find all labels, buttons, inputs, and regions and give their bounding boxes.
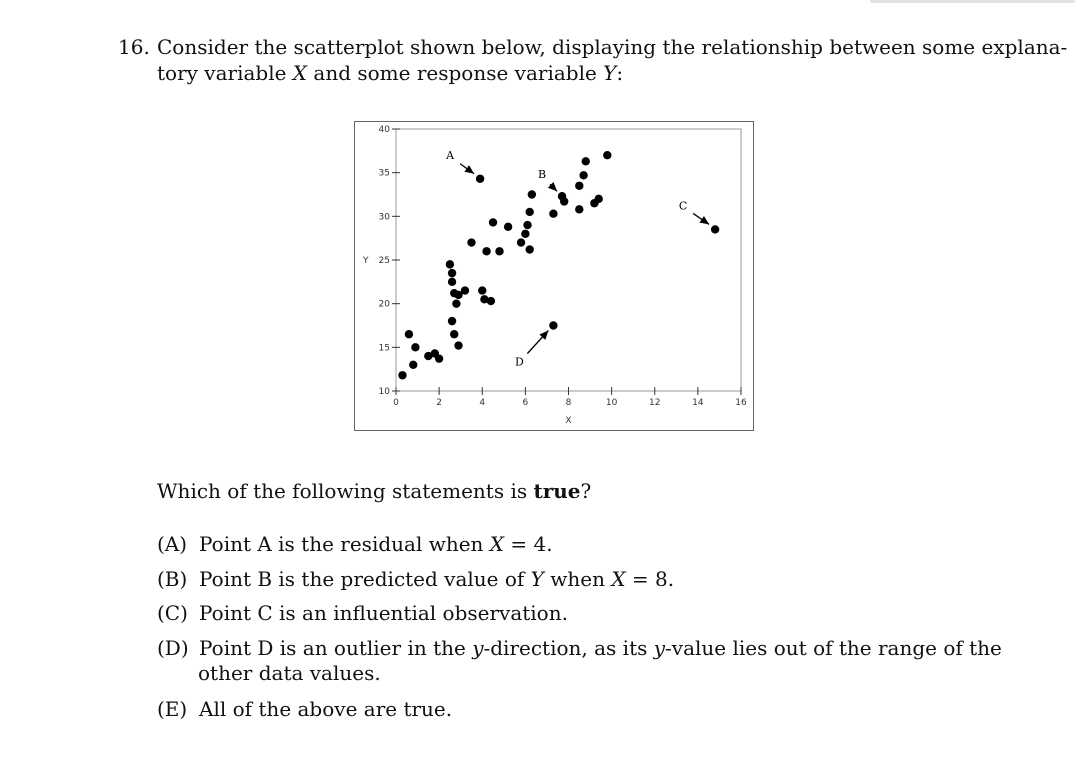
- y-tick-label: 40: [378, 125, 390, 135]
- x-tick-label: 6: [522, 398, 529, 408]
- x-tick-label: 8: [565, 398, 572, 408]
- data-point: [454, 341, 462, 349]
- point-c: [711, 225, 719, 233]
- data-point: [582, 157, 590, 165]
- data-point: [448, 317, 456, 325]
- data-point: [452, 299, 460, 307]
- x-tick-label: 14: [692, 398, 704, 408]
- data-point: [517, 238, 525, 246]
- plot-area: [396, 129, 741, 391]
- question-text-line-2: tory variable X and some response variable Y:: [157, 61, 624, 85]
- variable-x: X: [292, 61, 308, 85]
- point-d: [549, 321, 557, 329]
- option-a[interactable]: (A) Point A is the residual when X = 4.: [157, 532, 553, 556]
- data-point: [467, 238, 475, 246]
- data-point: [521, 230, 529, 238]
- question-number: 16.: [118, 35, 150, 59]
- option-b[interactable]: (B) Point B is the predicted value of Y when X = 8.: [157, 567, 675, 591]
- data-point: [435, 354, 443, 362]
- data-point: [448, 278, 456, 286]
- option-d-line-2: other data values.: [198, 661, 381, 685]
- point-a: [476, 175, 484, 183]
- y-tick-label: 30: [378, 212, 390, 223]
- x-tick-label: 4: [479, 398, 486, 408]
- option-e[interactable]: (E) All of the above are true.: [157, 697, 453, 721]
- scatterplot: [354, 121, 754, 431]
- data-point: [523, 221, 531, 229]
- data-point: [411, 343, 419, 351]
- option-c[interactable]: (C) Point C is an influential observation.: [157, 601, 568, 625]
- data-point: [575, 205, 583, 213]
- y-tick-label: 35: [378, 168, 390, 179]
- y-axis-label: Y: [363, 256, 369, 266]
- data-point: [482, 247, 490, 255]
- data-point: [504, 223, 512, 231]
- data-point: [489, 218, 497, 226]
- data-point: [603, 151, 611, 159]
- point-a-label: A: [446, 148, 455, 162]
- data-point: [405, 330, 413, 338]
- data-point: [528, 190, 536, 198]
- data-point: [487, 297, 495, 305]
- point-b: [558, 192, 566, 200]
- question-text-line-1: Consider the scatterplot shown below, displaying the relationship between some explana-: [157, 35, 1068, 59]
- data-point: [579, 171, 587, 179]
- data-point: [446, 260, 454, 268]
- data-point: [448, 269, 456, 277]
- variable-y: Y: [603, 61, 617, 85]
- point-b-label: B: [537, 168, 547, 182]
- x-tick-label: 0: [393, 398, 399, 408]
- y-tick-label: 25: [378, 256, 390, 266]
- data-point: [525, 208, 533, 216]
- point-c-label: C: [678, 199, 688, 213]
- x-tick-label: 12: [649, 398, 661, 408]
- top-edge-bar: [870, 0, 1075, 3]
- data-point: [450, 330, 458, 338]
- point-d-label: D: [514, 355, 524, 369]
- data-point: [409, 361, 417, 369]
- x-tick-label: 10: [605, 398, 618, 408]
- y-tick-label: 15: [378, 343, 390, 354]
- data-point: [398, 371, 406, 379]
- data-point: [594, 195, 602, 203]
- data-point: [461, 286, 469, 294]
- x-axis-label: X: [565, 416, 572, 426]
- data-point: [495, 247, 503, 255]
- data-point: [525, 245, 533, 253]
- data-point: [575, 182, 583, 190]
- x-tick-label: 16: [735, 398, 747, 408]
- x-tick-label: 2: [436, 398, 442, 408]
- data-point: [549, 210, 557, 218]
- prompt-text: Which of the following statements is true?: [157, 479, 592, 503]
- data-point: [478, 286, 486, 294]
- y-tick-label: 20: [378, 299, 390, 310]
- y-tick-label: 10: [378, 387, 390, 397]
- option-d[interactable]: (D) Point D is an outlier in the y-direction, as its y-value lies out of the range of the: [157, 636, 1002, 660]
